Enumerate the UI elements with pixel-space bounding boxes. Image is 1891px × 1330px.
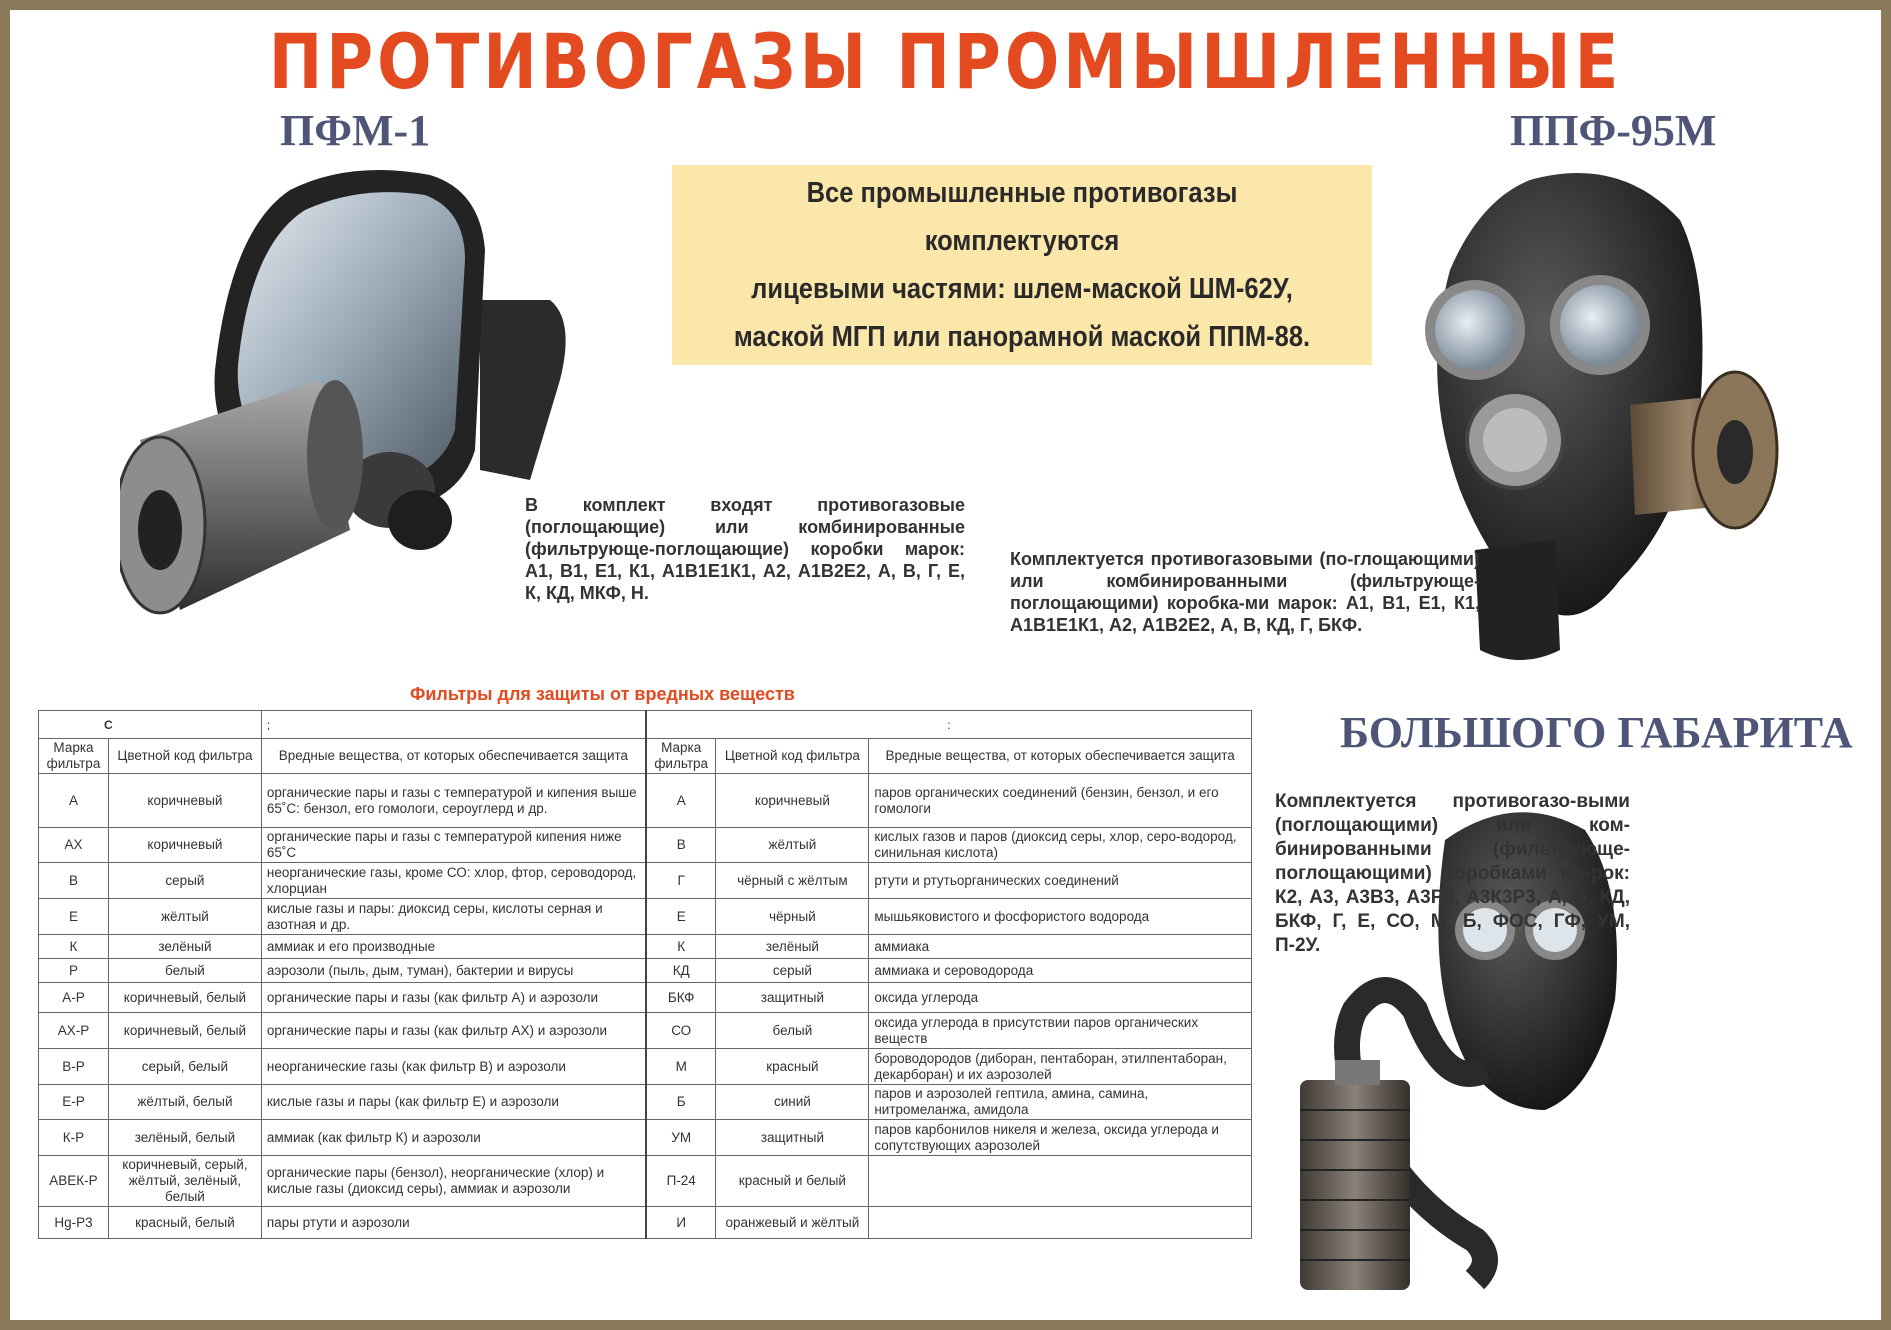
cell-color-left: белый bbox=[108, 959, 261, 983]
cell-substances-left: органические пары и газы с температурой кипения ниже 65˚С bbox=[261, 828, 646, 863]
table-row bbox=[39, 899, 1252, 935]
cell-color-right: красный и белый bbox=[716, 1156, 869, 1207]
cell-color-right: защитный bbox=[716, 983, 869, 1013]
cell-mark-right: Е bbox=[646, 899, 716, 935]
cell-substances-left: неорганические газы (как фильтр В) и аэрозоли bbox=[261, 1049, 646, 1085]
cell-color-right: синий bbox=[716, 1085, 869, 1120]
cell-color-left: коричневый, серый, жёлтый, зелёный, белый bbox=[108, 1156, 261, 1207]
cell-substances-right: аммиака bbox=[869, 935, 1252, 959]
header-mark-right: Марка фильтра bbox=[646, 739, 716, 774]
cell-mark-left: К-Р bbox=[39, 1120, 109, 1156]
cell-mark-left: АХ-Р bbox=[39, 1013, 109, 1049]
cell-mark-right: КД bbox=[646, 959, 716, 983]
cell-mark-right: В bbox=[646, 828, 716, 863]
cell-mark-left: В bbox=[39, 863, 109, 899]
cell-color-right: жёлтый bbox=[716, 828, 869, 863]
cell-color-left: коричневый, белый bbox=[108, 1013, 261, 1049]
cell-mark-right: Б bbox=[646, 1085, 716, 1120]
cell-color-right: серый bbox=[716, 959, 869, 983]
cell-substances-right: паров органических соединений (бензин, бензол, и его гомологи bbox=[869, 774, 1252, 828]
table-row bbox=[39, 959, 1252, 983]
cell-mark-right: УМ bbox=[646, 1120, 716, 1156]
cell-substances-left: аэрозоли (пыль, дым, туман), бактерии и вирусы bbox=[261, 959, 646, 983]
cell-mark-right: М bbox=[646, 1049, 716, 1085]
cell-substances-left: пары ртути и аэрозоли bbox=[261, 1207, 646, 1239]
cell-color-right: коричневый bbox=[716, 774, 869, 828]
header-color-right: Цветной код фильтра bbox=[716, 739, 869, 774]
table-group-row bbox=[39, 711, 1252, 739]
cell-mark-right: К bbox=[646, 935, 716, 959]
cell-substances-left: аммиак и его производные bbox=[261, 935, 646, 959]
table-row bbox=[39, 774, 1252, 828]
callout-box bbox=[672, 165, 1372, 365]
cell-color-left: зелёный bbox=[108, 935, 261, 959]
cell-substances-right: аммиака и сероводорода bbox=[869, 959, 1252, 983]
table-row bbox=[39, 1207, 1252, 1239]
cell-color-right: защитный bbox=[716, 1120, 869, 1156]
cell-color-right: оранжевый и жёлтый bbox=[716, 1207, 869, 1239]
cell-substances-right: мышьяковистого и фосфористого водорода bbox=[869, 899, 1252, 935]
cell-mark-right: Г bbox=[646, 863, 716, 899]
table-row bbox=[39, 1120, 1252, 1156]
cell-color-left: жёлтый, белый bbox=[108, 1085, 261, 1120]
header-substances-left: Вредные вещества, от которых обеспечивается защита bbox=[261, 739, 646, 774]
cell-substances-left: кислые газы и пары: диоксид серы, кислоты серная и азотная и др. bbox=[261, 899, 646, 935]
cell-substances-right: оксида углерода в присутствии паров органических веществ bbox=[869, 1013, 1252, 1049]
cell-mark-right: СО bbox=[646, 1013, 716, 1049]
big-description: Комплектуется противогазо-выми (поглощающими) или ком-бинированными (фильтрующе-поглощающими) коробками ма-рок: К2, А3, А3В3, А3Р3, А3К3Р3, А, В, КД, БКФ, Г, Е, СО, М, Б, ФОС, ГФ, УМ, П-2У. bbox=[1275, 791, 1630, 956]
cell-substances-right: паров и аэрозолей гептила, амина, самина, нитромеланжа, амидола bbox=[869, 1085, 1252, 1120]
cell-mark-left: Е-Р bbox=[39, 1085, 109, 1120]
cell-color-left: коричневый bbox=[108, 774, 261, 828]
cell-color-right: зелёный bbox=[716, 935, 869, 959]
header-mark-left: Марка фильтра bbox=[39, 739, 109, 774]
cell-substances-left: неорганические газы, кроме СО: хлор, фтор, сероводород, хлорциан bbox=[261, 863, 646, 899]
cell-mark-right: БКФ bbox=[646, 983, 716, 1013]
cell-substances-right bbox=[869, 1207, 1252, 1239]
table-row bbox=[39, 863, 1252, 899]
cell-color-left: красный, белый bbox=[108, 1207, 261, 1239]
cell-mark-left: Hg-P3 bbox=[39, 1207, 109, 1239]
cell-substances-right: паров карбонилов никеля и железа, оксида углерода и сопутствующих аэрозолей bbox=[869, 1120, 1252, 1156]
cell-color-right: белый bbox=[716, 1013, 869, 1049]
cell-color-left: жёлтый bbox=[108, 899, 261, 935]
cell-mark-right: А bbox=[646, 774, 716, 828]
cell-substances-left: кислые газы и пары (как фильтр Е) и аэрозоли bbox=[261, 1085, 646, 1120]
header-substances-right: Вредные вещества, от которых обеспечивается защита bbox=[869, 739, 1252, 774]
cell-color-right: красный bbox=[716, 1049, 869, 1085]
cell-color-left: зелёный, белый bbox=[108, 1120, 261, 1156]
cell-substances-left: аммиак (как фильтр К) и аэрозоли bbox=[261, 1120, 646, 1156]
table-group-mid: ; bbox=[261, 711, 646, 739]
cell-mark-left: А-Р bbox=[39, 983, 109, 1013]
cell-substances-left: органические пары и газы (как фильтр А) и аэрозоли bbox=[261, 983, 646, 1013]
ppf-description: Комплектуется противогазовыми (по-глощающими) или комбинированными (фильтрующе-поглощающими) коробка-ми марок: А1, В1, Е1, К1, А1В1Е1К1, А2, А1В2Е2, А, В, КД, Г, БКФ. bbox=[1010, 549, 1480, 635]
table-row bbox=[39, 935, 1252, 959]
table-header-row bbox=[39, 739, 1252, 774]
cell-mark-left: АВЕК-Р bbox=[39, 1156, 109, 1207]
panoramic-mask-illustration bbox=[120, 150, 680, 690]
filters-table bbox=[38, 710, 1252, 1239]
table-group-left: С bbox=[39, 711, 262, 739]
table-row bbox=[39, 828, 1252, 863]
cell-color-right: чёрный bbox=[716, 899, 869, 935]
filters-title: Фильтры для защиты от вредных веществ bbox=[410, 684, 795, 704]
cell-color-left: серый, белый bbox=[108, 1049, 261, 1085]
model-title-big: БОЛЬШОГО ГАБАРИТА bbox=[1340, 708, 1853, 757]
cell-substances-right: оксида углерода bbox=[869, 983, 1252, 1013]
page-title: ПРОТИВОГАЗЫ ПРОМЫШЛЕННЫЕ bbox=[268, 19, 1623, 107]
cell-substances-left: органические пары и газы (как фильтр АХ) и аэрозоли bbox=[261, 1013, 646, 1049]
cell-substances-right bbox=[869, 1156, 1252, 1207]
cell-mark-left: АХ bbox=[39, 828, 109, 863]
cell-mark-left: В-Р bbox=[39, 1049, 109, 1085]
cell-substances-left: органические пары и газы с температурой и кипения выше 65˚С: бензол, его гомологи, сероуглерд и др. bbox=[261, 774, 646, 828]
cell-substances-right: кислых газов и паров (диоксид серы, хлор, серо-водород, синильная кислота) bbox=[869, 828, 1252, 863]
cell-substances-right: бороводородов (диборан, пентаборан, этилпентаборан, декарборан) и их аэрозолей bbox=[869, 1049, 1252, 1085]
model-title-pfm: ПФМ-1 bbox=[280, 106, 431, 155]
model-title-ppf: ППФ-95М bbox=[1510, 106, 1717, 155]
table-group-right: : bbox=[646, 711, 1252, 739]
cell-color-right: чёрный с жёлтым bbox=[716, 863, 869, 899]
table-row bbox=[39, 1085, 1252, 1120]
cell-color-left: коричневый bbox=[108, 828, 261, 863]
table-row bbox=[39, 983, 1252, 1013]
poster bbox=[10, 10, 1881, 1320]
cell-substances-right: ртути и ртутьорганических соединений bbox=[869, 863, 1252, 899]
cell-color-left: коричневый, белый bbox=[108, 983, 261, 1013]
cell-mark-left: К bbox=[39, 935, 109, 959]
cell-mark-left: Е bbox=[39, 899, 109, 935]
cell-color-left: серый bbox=[108, 863, 261, 899]
cell-substances-left: органические пары (бензол), неорганические (хлор) и кислые газы (диоксид серы), аммиак и аэрозоли bbox=[261, 1156, 646, 1207]
cell-mark-right: И bbox=[646, 1207, 716, 1239]
callout-text: Все промышленные противогазы комплектуются лицевыми частями: шлем-маской ШМ-62У, маской МГП или панорамной маской ППМ-88. bbox=[733, 177, 1311, 353]
table-row bbox=[39, 1156, 1252, 1207]
cell-mark-left: А bbox=[39, 774, 109, 828]
cell-mark-left: Р bbox=[39, 959, 109, 983]
table-row bbox=[39, 1013, 1252, 1049]
header-color-left: Цветной код фильтра bbox=[108, 739, 261, 774]
pfm-description: В комплект входят противогазовые (поглощающие) или комбинированные (фильтрующе-поглощающие) коробки марок: А1, В1, Е1, К1, А1В1Е1К1, А2, А1В2Е2, А, В, Г, Е, К, КД, МКФ, Н. bbox=[525, 495, 965, 603]
cell-mark-right: П-24 bbox=[646, 1156, 716, 1207]
table-row bbox=[39, 1049, 1252, 1085]
